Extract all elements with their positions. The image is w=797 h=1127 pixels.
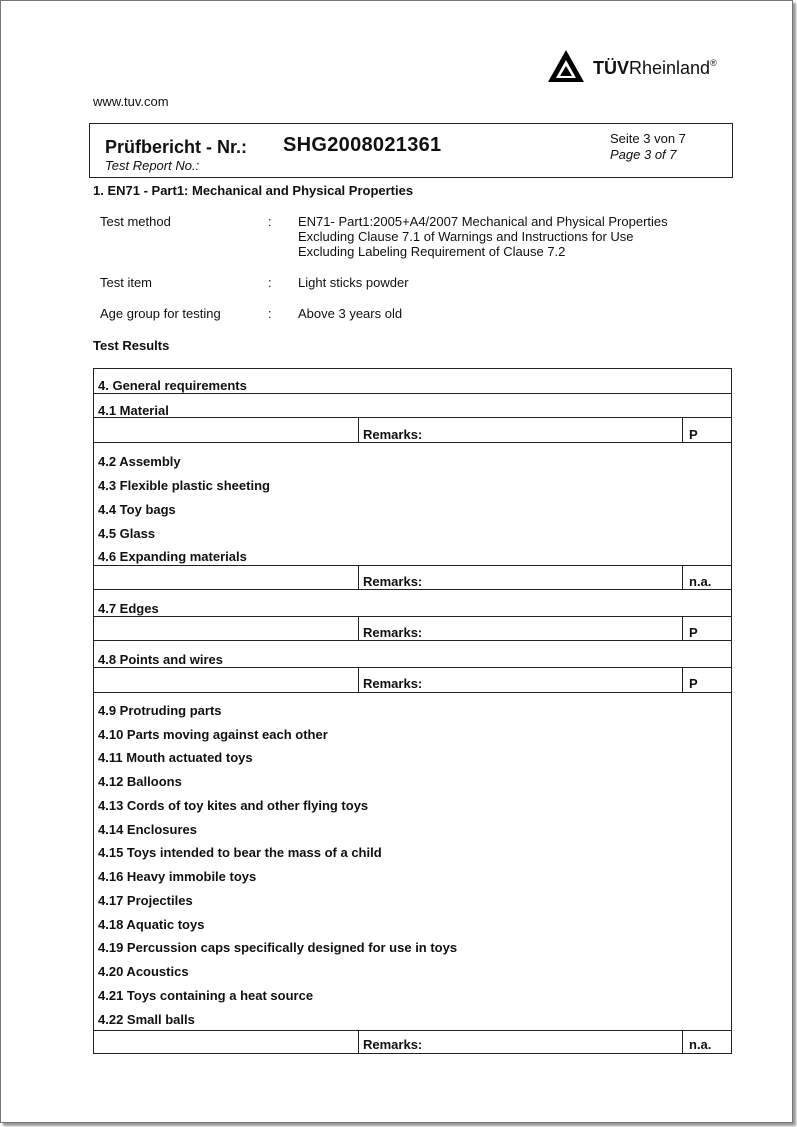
table-row: 4.3 Flexible plastic sheeting [98, 478, 270, 493]
table-row: 4. General requirements [98, 378, 247, 393]
report-label-en: Test Report No.: [105, 158, 200, 173]
table-row: 4.22 Small balls [98, 1012, 195, 1027]
table-row: 4.9 Protruding parts [98, 703, 222, 718]
logo-text: TÜVRheinland® [593, 58, 717, 78]
table-row: 4.15 Toys intended to bear the mass of a child [98, 845, 382, 860]
age-group-value: Above 3 years old [298, 306, 403, 321]
table-row: 4.2 Assembly [98, 454, 181, 469]
colon: : [268, 214, 272, 229]
test-item-label: Test item [100, 275, 153, 290]
remarks-label: Remarks: [363, 1037, 423, 1052]
table-row: 4.10 Parts moving against each other [98, 727, 328, 742]
remarks-label: Remarks: [363, 625, 423, 640]
test-results-title: Test Results [93, 338, 170, 353]
table-row: 4.16 Heavy immobile toys [98, 869, 257, 884]
result-value: n.a. [689, 1037, 712, 1052]
result-value: n.a. [689, 574, 712, 589]
colon: : [268, 275, 272, 290]
table-row: 4.7 Edges [98, 601, 159, 616]
test-method-value [298, 214, 668, 259]
table-row: 4.14 Enclosures [98, 822, 197, 837]
remarks-label: Remarks: [363, 574, 423, 589]
age-group-label: Age group for testing [100, 306, 221, 321]
remarks-label: Remarks: [363, 676, 423, 691]
page-number-de: Seite 3 von 7 [610, 131, 686, 146]
result-value: P [689, 676, 698, 691]
tuv-rheinland-logo [546, 48, 746, 88]
table-row: 4.20 Acoustics [98, 964, 189, 979]
page-number-en: Page 3 of 7 [610, 147, 677, 162]
table-row: 4.13 Cords of toy kites and other flying toys [98, 798, 369, 813]
test-method-line: Excluding Clause 7.1 of Warnings and Instructions for Use [298, 229, 634, 244]
test-item-value: Light sticks powder [298, 275, 409, 290]
table-row: 4.4 Toy bags [98, 502, 176, 517]
test-method-label: Test method [100, 214, 171, 229]
report-number: SHG2008021361 [283, 134, 442, 156]
report-header-box [89, 123, 733, 178]
table-row: 4.18 Aquatic toys [98, 917, 205, 932]
website-url: www.tuv.com [93, 94, 169, 109]
test-method-line: Excluding Labeling Requirement of Clause 7.2 [298, 244, 566, 259]
test-method-line: EN71- Part1:2005+A4/2007 Mechanical and Physical Properties [298, 214, 668, 229]
result-value: P [689, 427, 698, 442]
results-table [93, 368, 732, 1054]
table-row: 4.21 Toys containing a heat source [98, 988, 314, 1003]
remarks-label: Remarks: [363, 427, 423, 442]
table-row: 4.5 Glass [98, 526, 156, 541]
table-row: 4.11 Mouth actuated toys [98, 750, 253, 765]
result-value: P [689, 625, 698, 640]
table-row: 4.19 Percussion caps specifically designed for use in toys [98, 940, 458, 955]
triangle-logo-icon [546, 48, 586, 84]
table-row: 4.17 Projectiles [98, 893, 193, 908]
table-row: 4.8 Points and wires [98, 652, 223, 667]
section-title: 1. EN71 - Part1: Mechanical and Physical Properties [93, 183, 414, 198]
table-row: 4.1 Material [98, 403, 169, 418]
table-row: 4.12 Balloons [98, 774, 182, 789]
table-row: 4.6 Expanding materials [98, 549, 247, 564]
report-label: Prüfbericht - Nr.: [105, 137, 248, 157]
colon: : [268, 306, 272, 321]
